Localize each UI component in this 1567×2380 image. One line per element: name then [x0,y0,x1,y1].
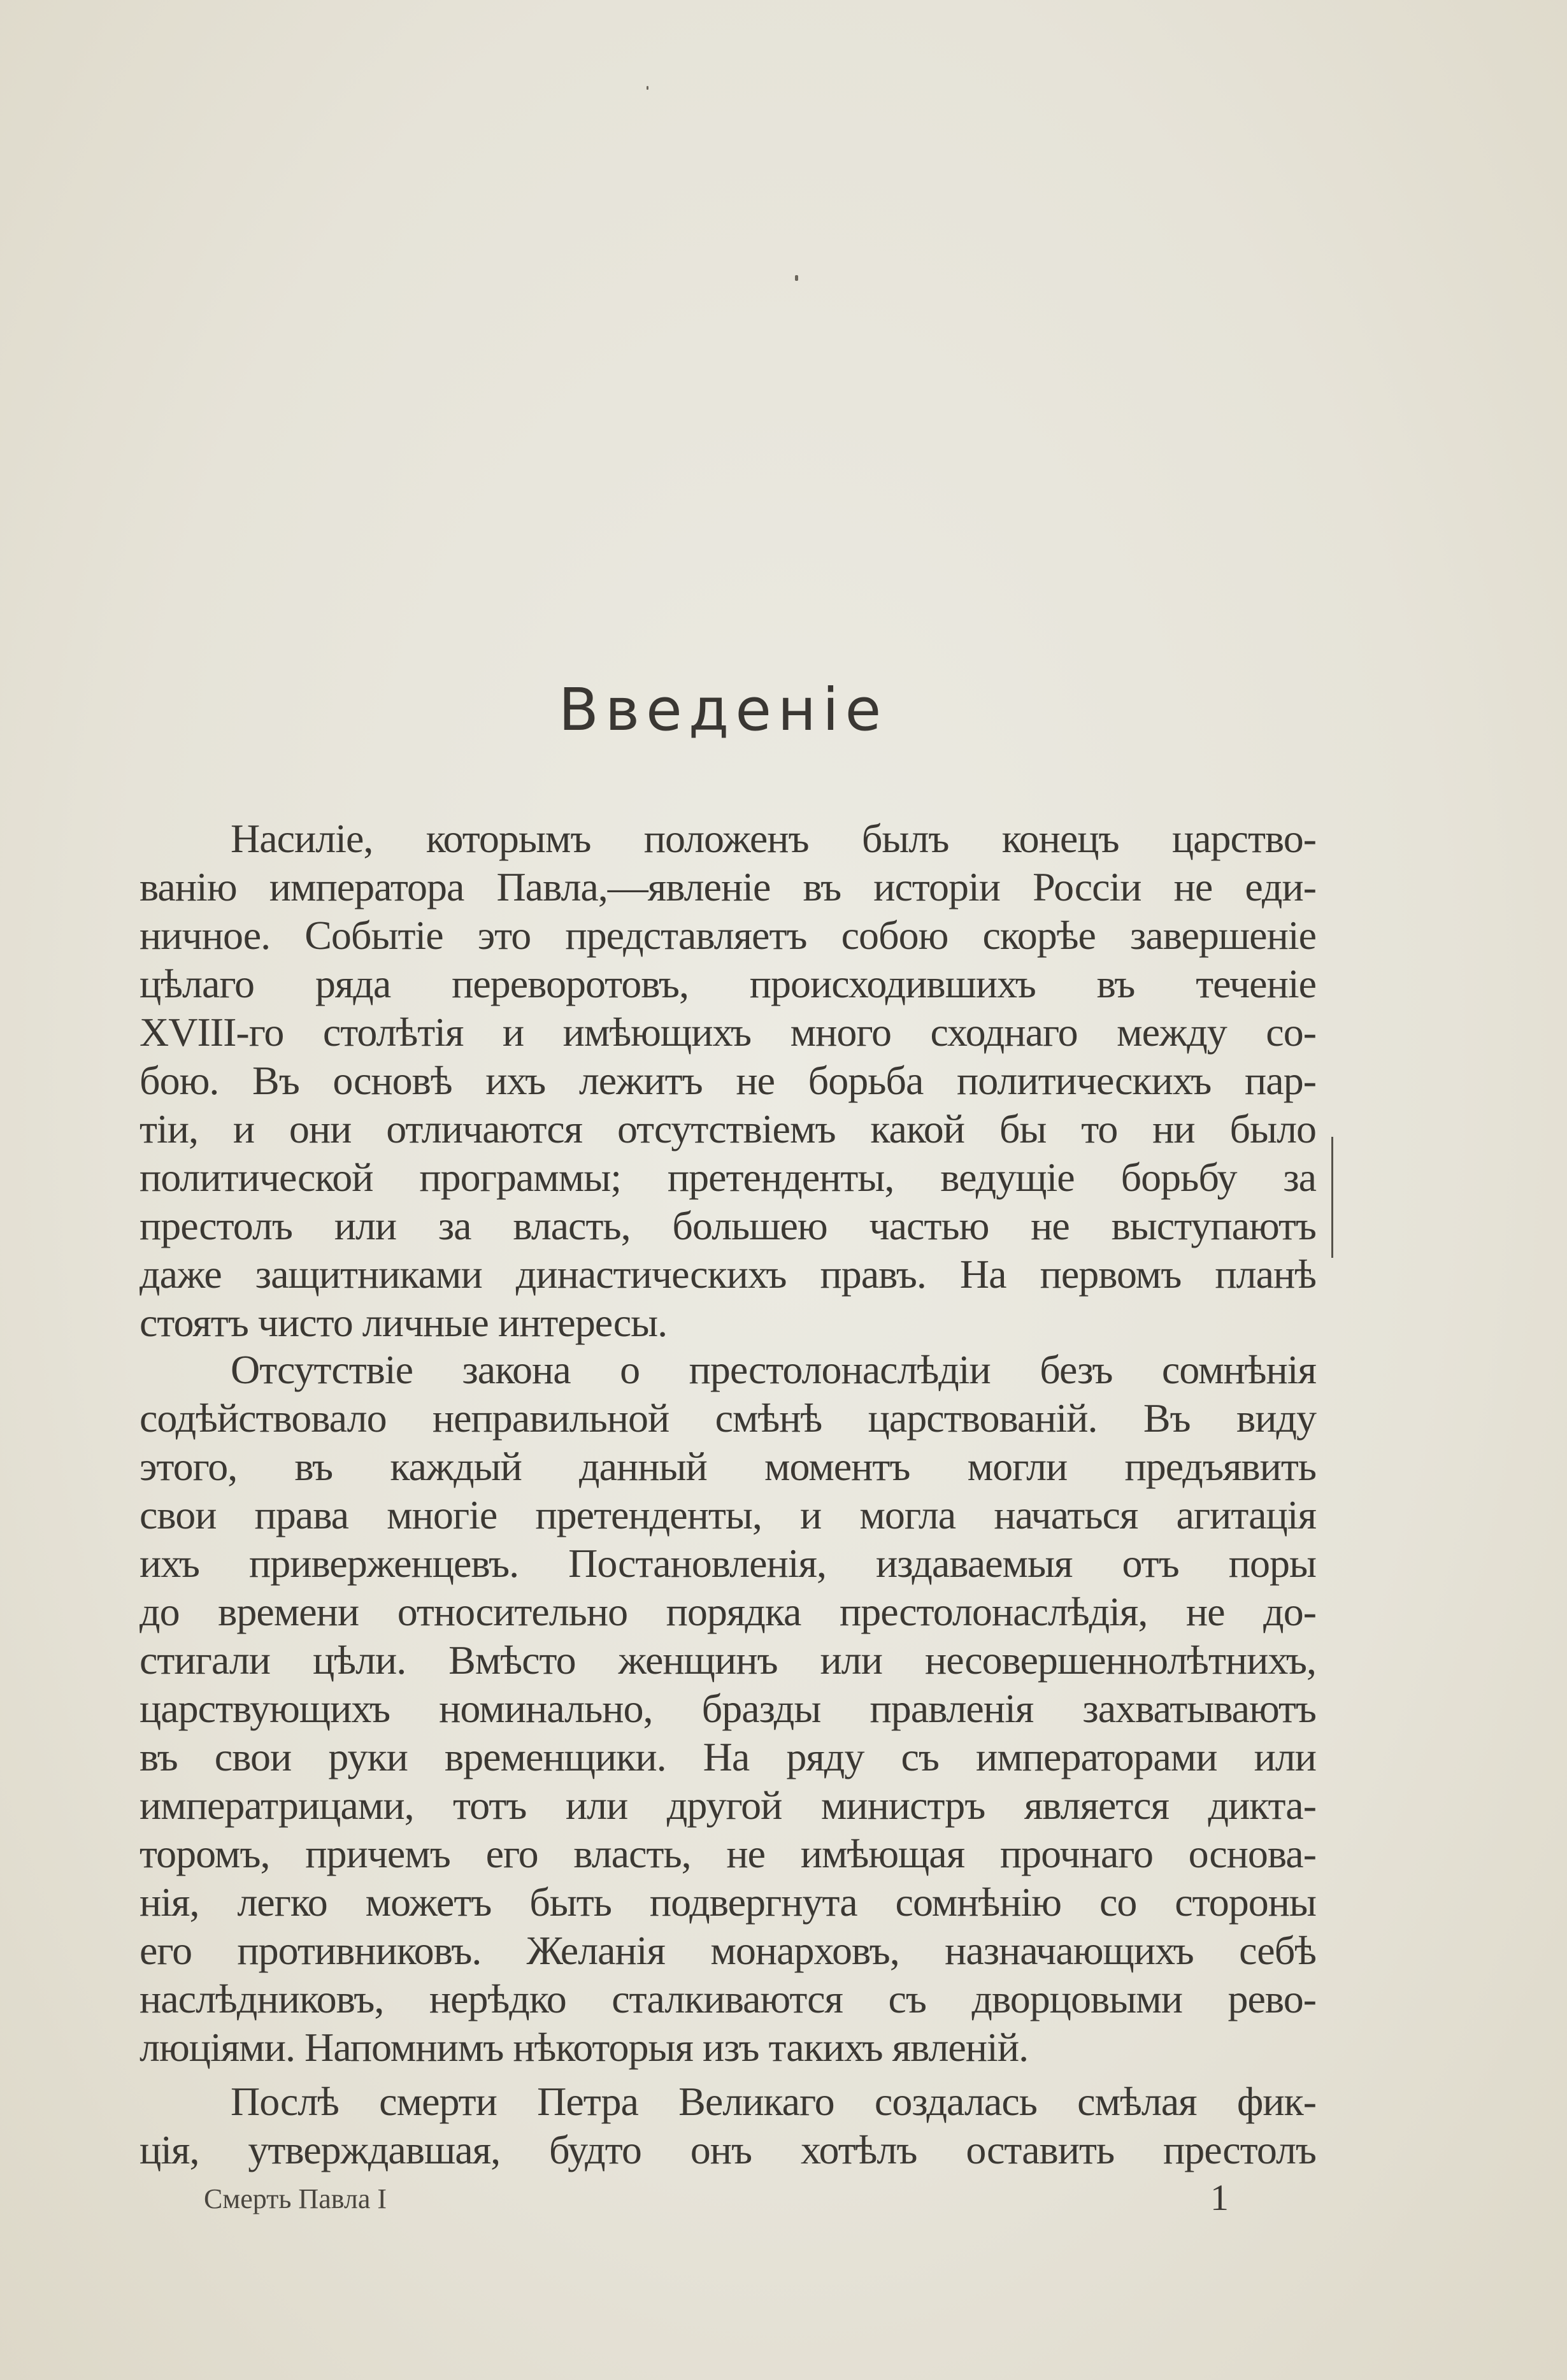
signature-mark: 1 [1210,2177,1229,2218]
text-line: Насиліе, которымъ положенъ былъ конецъ царство- [231,816,1316,861]
text-line: свои права многіе претенденты, и могла начаться агитація [140,1492,1316,1537]
text-line: стигали цѣли. Вмѣсто женщинъ или несовершеннолѣтнихъ, [140,1637,1316,1683]
text-line: бою. Въ основѣ ихъ лежитъ не борьба политическихъ пар- [140,1058,1316,1103]
text-line: ничное. Событіе это представляетъ собою скорѣе завершеніе [140,913,1316,958]
text-line: цѣлаго ряда переворотовъ, происходившихъ въ теченіе [140,961,1316,1006]
text-line: стоятъ чисто личные интересы. [140,1300,668,1345]
text-line: въ свои руки временщики. На ряду съ императорами или [140,1734,1316,1779]
text-line: XVIII-го столѣтія и имѣющихъ много сходнаго между со- [140,1009,1316,1055]
text-line: торомъ, причемъ его власть, не имѣющая прочнаго основа- [140,1831,1316,1876]
chapter-title: Введеніе [558,676,888,744]
text-line: наслѣдниковъ, нерѣдко сталкиваются съ дворцовыми рево- [140,1976,1316,2021]
text-line: даже защитниками династическихъ правъ. На первомъ планѣ [140,1251,1316,1297]
text-line: нія, легко можетъ быть подвергнута сомнѣнію со стороны [140,1879,1316,1925]
text-line: политической программы; претенденты, ведущіе борьбу за [140,1155,1316,1200]
print-speck [647,86,648,90]
text-line: до времени относительно порядка престолонаслѣдія, не до- [140,1589,1316,1634]
text-line: содѣйствовало неправильной смѣнѣ царствованій. Въ виду [140,1395,1316,1441]
text-line: его противниковъ. Желанія монарховъ, назначающихъ себѣ [140,1928,1316,1973]
text-line: люціями. Напомнимъ нѣкоторыя изъ такихъ явленій. [140,2025,1029,2070]
text-line: ція, утверждавшая, будто онъ хотѣлъ оставить престолъ [140,2127,1316,2172]
text-line: Отсутствіе закона о престолонаслѣдіи безъ сомнѣнія [231,1347,1316,1392]
print-speck [795,275,798,281]
text-line: царствующихъ номинально, бразды правленія захватываютъ [140,1686,1316,1731]
text-line: императрицами, тотъ или другой министръ является дикта- [140,1783,1316,1828]
text-line: престолъ или за власть, большею частью не выступаютъ [140,1203,1316,1248]
text-line: ихъ приверженцевъ. Постановленія, издаваемыя отъ поры [140,1541,1316,1586]
margin-rule [1331,1137,1333,1258]
text-line: Послѣ смерти Петра Великаго создалась смѣлая фик- [231,2079,1316,2124]
running-footer-title: Смерть Павла I [204,2183,387,2214]
text-line: тіи, и они отличаются отсутствіемъ какой бы то ни было [140,1106,1316,1151]
text-line: этого, въ каждый данный моментъ могли предъявить [140,1444,1316,1489]
text-line: ванію императора Павла,—явленіе въ исторіи Россіи не еди- [140,864,1316,909]
